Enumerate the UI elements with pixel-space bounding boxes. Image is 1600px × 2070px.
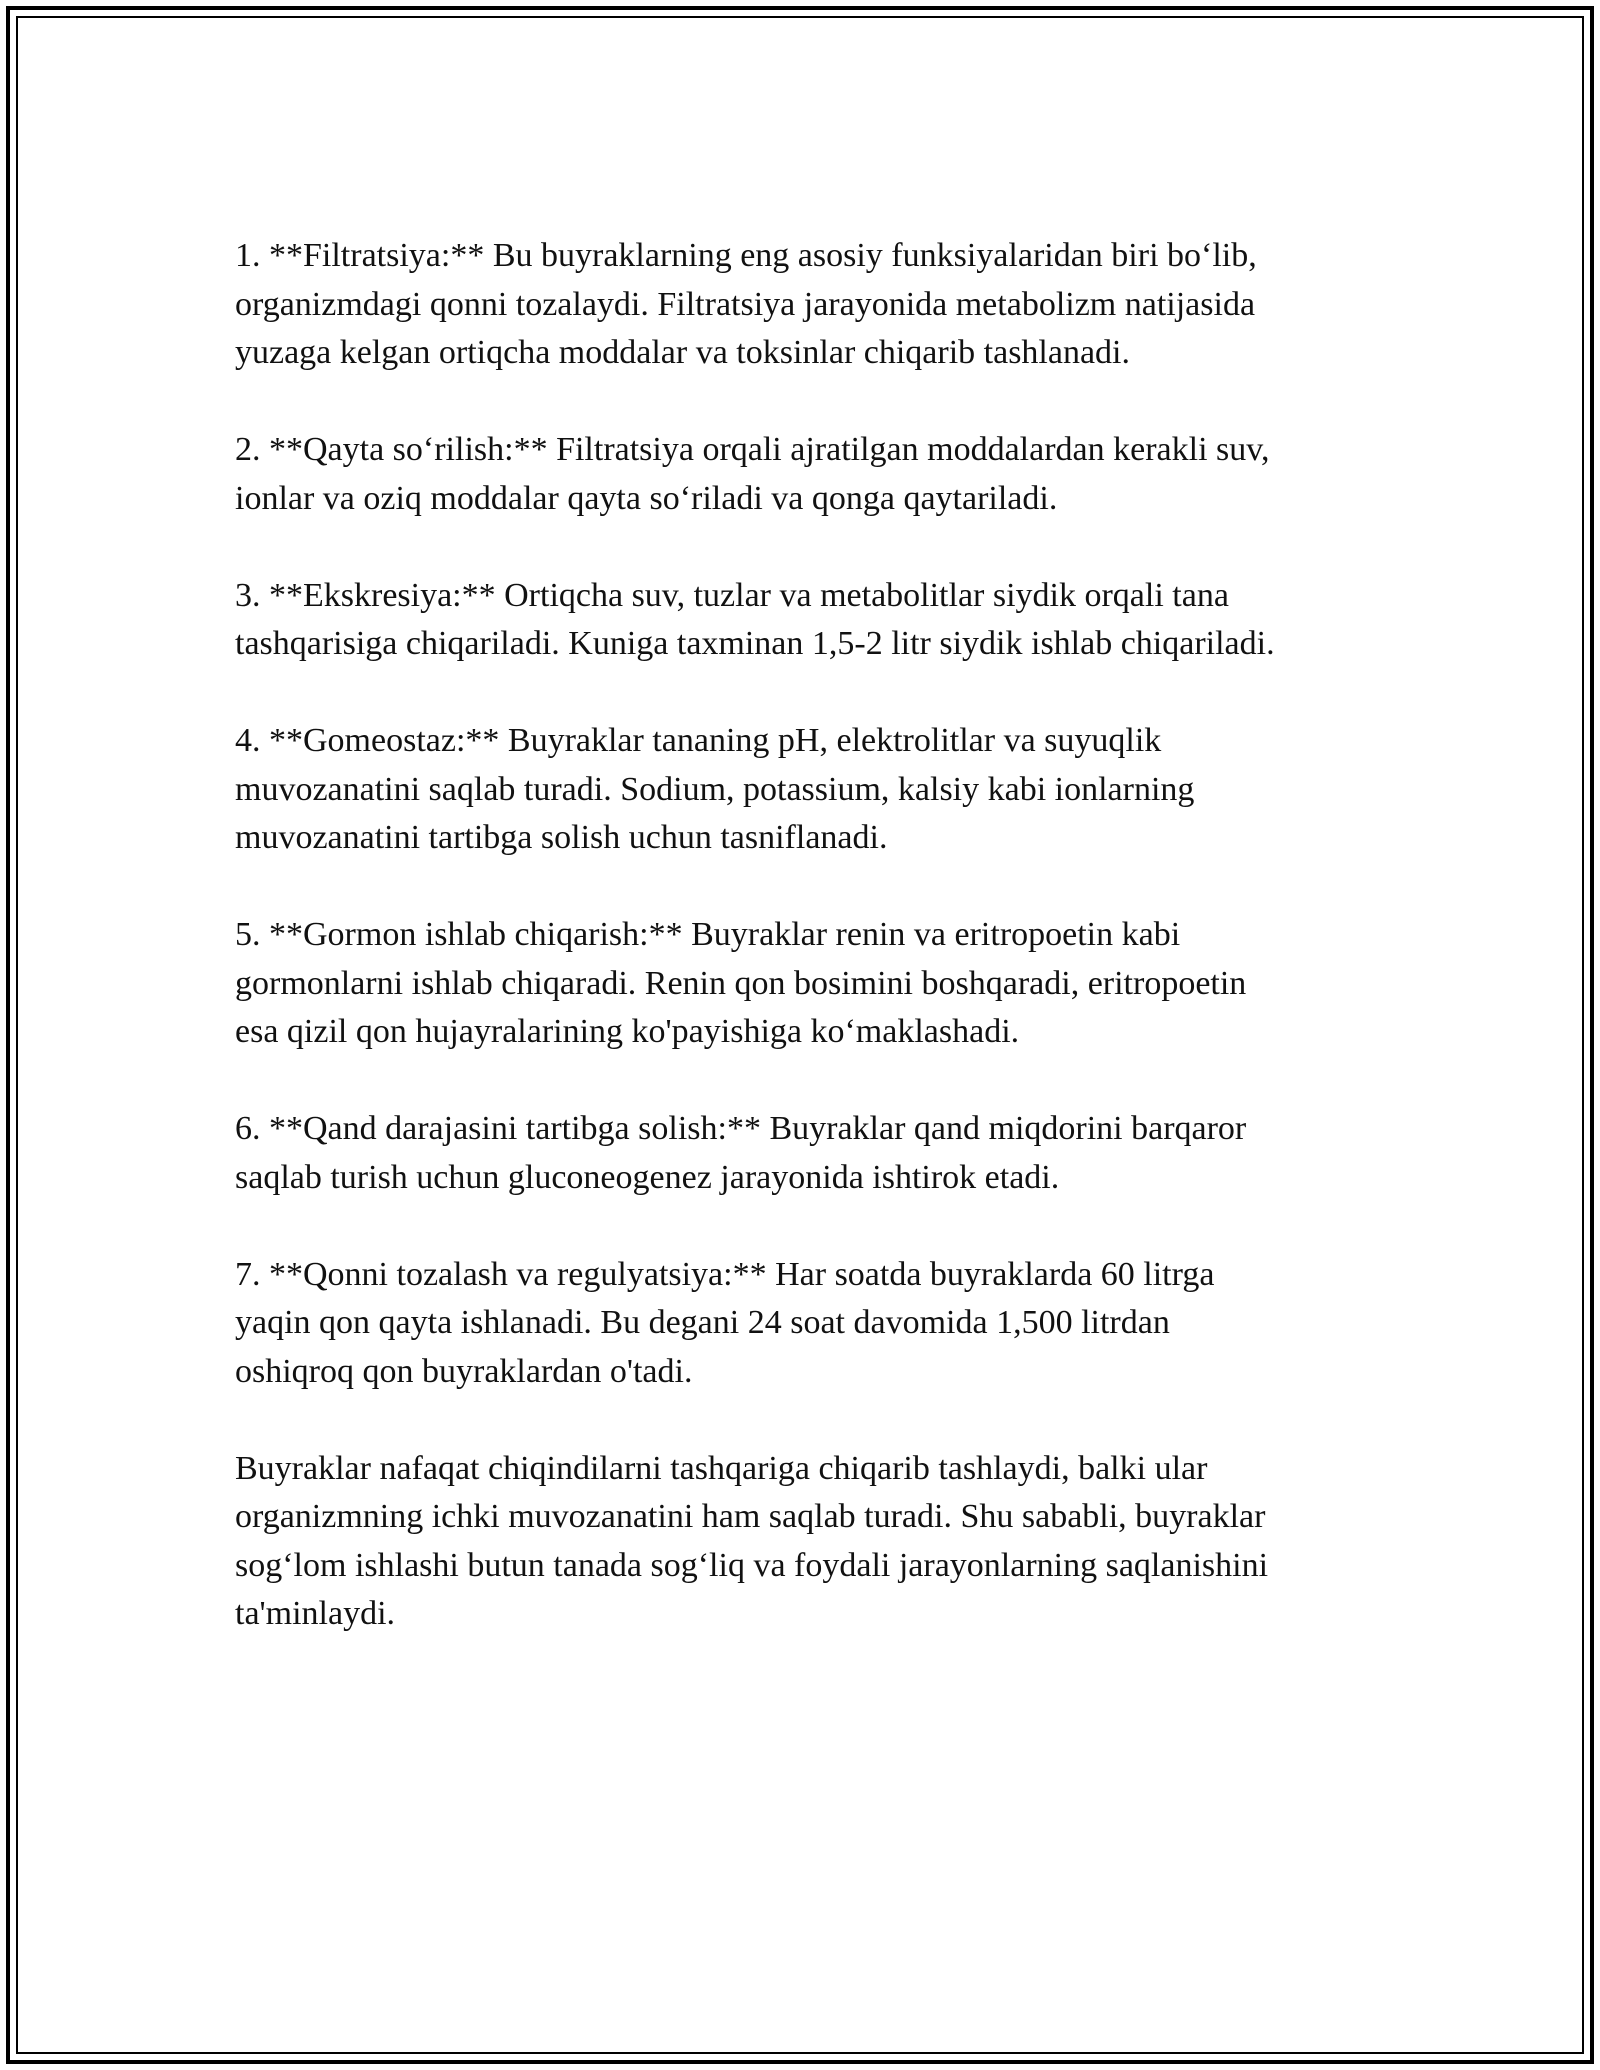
- paragraph-gormon-ishlab-chiqarish: 5. **Gormon ishlab chiqarish:** Buyraklar renin va eritropoetin kabi gormonlarni ishlab chiqaradi. Renin qon bosimini boshqaradi, eritropoetin esa qizil qon hujayralarining ko'payishiga ko‘maklashadi.: [235, 916, 1247, 1050]
- paragraph-qonni-tozalash: 7. **Qonni tozalash va regulyatsiya:** Har soatda buyraklarda 60 litrga yaqin qon qayta ishlanadi. Bu degani 24 soat davomida 1,500 litrdan oshiqroq qon buyraklardan o'tadi.: [235, 1255, 1215, 1390]
- paragraph-qand-darajasi: 6. **Qand darajasini tartibga solish:** Buyraklar qand miqdorini barqaror saqlab turish uchun gluconeogenez jarayonida ishtirok etadi.: [235, 1110, 1247, 1196]
- paragraph-qayta-sorilish: 2. **Qayta so‘rilish:** Filtratsiya orqali ajratilgan moddalardan kerakli suv, ionlar va oziq moddalar qayta so‘riladi va qonga qaytariladi.: [235, 431, 1270, 517]
- paragraph-gomeostaz: 4. **Gomeostaz:** Buyraklar tananing pH, elektrolitlar va suyuqlik muvozanatini saqlab turadi. Sodium, potassium, kalsiy kabi ionlarning muvozanatini tartibga solish uchun tasniflanadi.: [235, 722, 1195, 856]
- paragraph-ekskresiya: 3. **Ekskresiya:** Ortiqcha suv, tuzlar va metabolitlar siydik orqali tana tashqarisiga chiqariladi. Kuniga taxminan 1,5-2 litr siydik ishlab chiqariladi.: [235, 576, 1275, 662]
- paragraph-filtratsiya: 1. **Filtratsiya:** Bu buyraklarning eng asosiy funksiyalaridan biri bo‘lib, organizmdagi qonni tozalaydi. Filtratsiya jarayonida metabolizm natijasida yuzaga kelgan ortiqcha moddalar va toksinlar chiqarib tashlanadi.: [235, 237, 1257, 371]
- document-body: [235, 232, 1365, 1639]
- paragraph-conclusion: Buyraklar nafaqat chiqindilarni tashqariga chiqarib tashlaydi, balki ular organizmning ichki muvozanatini ham saqlab turadi. Shu sababli, buyraklar sog‘lom ishlashi butun tanada sog‘liq va foydali jarayonlarning saqlanishini ta'minlaydi.: [235, 1449, 1269, 1632]
